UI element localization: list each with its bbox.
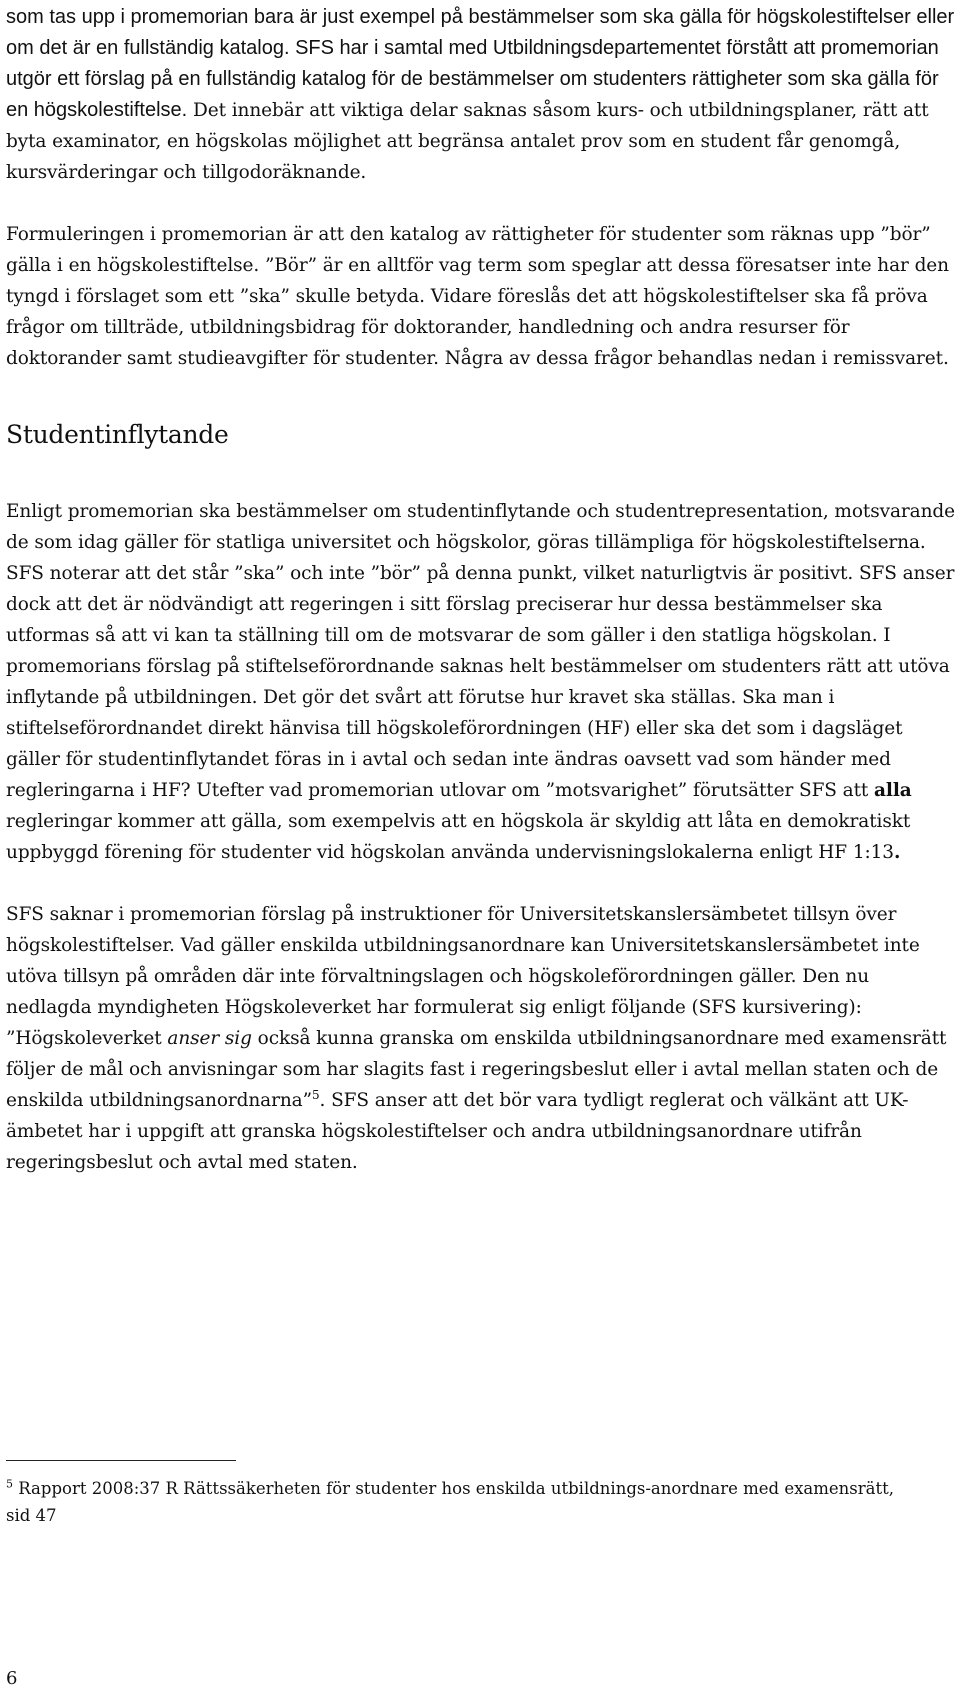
footnote-reference[interactable]: 5 — [311, 1087, 320, 1102]
bold-period: . — [893, 842, 901, 863]
paragraph-supervision — [6, 899, 956, 1178]
page-number: 6 — [6, 1668, 18, 1689]
footnote — [6, 1475, 906, 1529]
text-segment: Enligt promemorian ska bestämmelser om studentinflytande och studentrepresentation, motsvarande de som idag gäller för statliga universitet och högskolor, göras tillämpliga för högskolestiftelserna. SFS noterar att det står ”ska” och inte ”bör” på denna punkt, vilket naturligtvis är positivt. SFS anser dock att det är nödvändigt att regeringen i sitt förslag preciserar hur dessa bestämmelser ska utformas så att vi kan ta ställning till om de motsvarar de som gäller i den statliga högskolan. I promemorians förslag på stiftelseförordnande saknas helt bestämmelser om studenters rätt att utöva inflytande på utbildningen. Det gör det svårt att förutse hur kravet ska ställas. Ska man i stiftelseförordnandet direkt hänvisa till högskoleförordningen (HF) eller ska det som i dagsläget gäller för studentinflytandet föras in i avtal och sedan inte ändras oavsett vad som händer med regleringarna i HF? Utefter vad promemorian utlovar om ”motsvarighet” förutsätter SFS att — [6, 501, 955, 801]
footnote-divider — [6, 1460, 236, 1461]
bold-emphasis: alla — [874, 780, 912, 801]
italic-emphasis: anser sig — [167, 1028, 252, 1049]
footnote-text: Rapport 2008:37 R Rättssäkerheten för studenter hos enskilda utbildnings-anordnare med examensrätt, sid 47 — [6, 1479, 894, 1525]
paragraph-studentinflytande — [6, 496, 956, 868]
paragraph-serif-segment: Det innebär att viktiga delar saknas såsom kurs- och utbildningsplaner, rätt att byta examinator, en högskolas möjlighet att begränsa antalet prov som en student får genomgå, kursvärderingar och tillgodoräknande. — [6, 100, 929, 183]
text-segment: SFS saknar i promemorian förslag på instruktioner för Universitetskanslersämbetet tillsyn över högskolestiftelser. Vad gäller enskilda utbildningsanordnare kan Universitetskanslersämbetet inte utöva tillsyn på områden där inte förvaltningslagen och högskoleförordningen gäller. Den nu nedlagda myndigheten Högskoleverket har formulerat sig enligt följande (SFS kursivering): ”Högskoleverket — [6, 904, 920, 1049]
text-segment: också kunna granska om enskilda utbildningsanordnare med examensrätt följer de mål och anvisningar som har slagits fast i regeringsbeslut eller i avtal mellan staten och de enskilda utbildningsanordnarna” — [6, 1028, 947, 1111]
text-segment: . SFS anser att det bör vara tydligt reglerat och välkänt att UK-ämbetet har i uppgift att granska högskolestiftelser och andra utbildningsanordnare utifrån regeringsbeslut och avtal med staten. — [6, 1090, 909, 1173]
paragraph-formulation: Formuleringen i promemorian är att den katalog av rättigheter för studenter som räknas upp ”bör” gälla i en högskolestiftelse. ”Bör” är en alltför vag term som speglar att dessa föresatser inte har den tyngd i förslaget som ett ”ska” skulle betyda. Vidare föreslås det att högskolestiftelser ska få pröva frågor om tillträde, utbildningsbidrag för doktorander, handledning och andra resurser för doktorander samt studieavgifter för studenter. Några av dessa frågor behandlas nedan i remissvaret. — [6, 224, 949, 369]
text-segment: regleringar kommer att gälla, som exempelvis att en högskola är skyldig att låta en demokratiskt uppbyggd förening för studenter vid högskolan använda undervisningslokalerna enligt HF 1:13 — [6, 811, 911, 863]
paragraph-sans-segment: som tas upp i promemorian bara är just exempel på bestämmelser som ska gälla för högskolestiftelser eller om det är en fullständig katalog. SFS har i samtal med Utbildningsdepartementet förstått att promemorian utgör ett förslag på en fullständig katalog för de bestämmelser om studenters rättigheter som ska gälla för en högskolestiftelse. — [6, 6, 955, 121]
section-heading-studentinflytande: Studentinflytande — [6, 420, 229, 449]
footnote-number: 5 — [6, 1477, 13, 1491]
document-page — [6, 2, 956, 1178]
paragraph-student-rights-catalog — [6, 2, 956, 188]
